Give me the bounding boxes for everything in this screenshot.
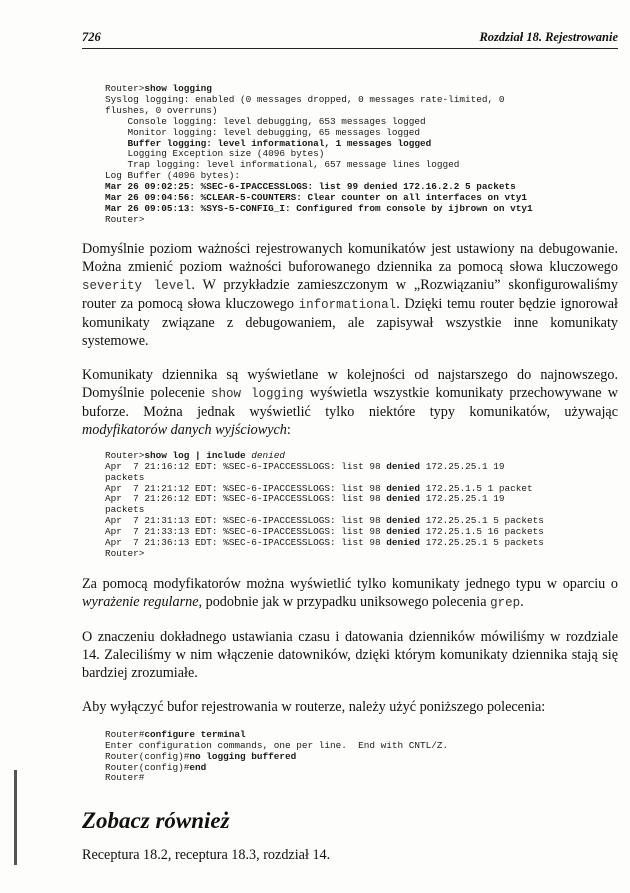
text-run: . W przykładzie zamieszczonym w „Rozwiązaniu” skonfigurowaliśmy router za pomocą słowa kluczowego [82,276,618,312]
text-run: Router# [105,772,145,784]
paragraph-severity [82,240,618,350]
bold-text: no logging buffered [189,750,297,762]
text-run: 172.25.25.1 5 packets [420,515,544,527]
code-line [105,549,618,560]
bold-text: configure terminal [144,728,246,740]
text-run: Za pomocą modyfikatorów można wyświetlić tylko komunikaty jednego typu w oparciu o [82,575,618,592]
code-line [105,215,618,226]
code-line [105,763,618,774]
bold-text: Buffer logging: level informational, 1 messages logged [105,137,432,149]
code-line [105,204,618,215]
bold-text: denied [386,515,421,527]
text-run: Syslog logging: enabled (0 messages dropped, 0 messages rate-limited, 0 [105,93,505,105]
bold-text: Mar 26 09:05:13: %SYS-5-CONFIG_I: Configured from console by ijbrown on vty1 [105,202,533,214]
chapter-title: Rozdział 18. Rejestrowanie [479,30,618,44]
paragraph-see-also: Receptura 18.2, receptura 18.3, rozdział 14. [82,847,331,864]
paragraph-disable-buffer [82,698,618,716]
paragraph-regex [82,575,618,612]
running-header [82,30,618,49]
text-run: Router(config)# [105,761,190,773]
text-run: wyświetla wszystkie komunikaty przechowywane w buforze. Można jednak wyświetlić tylko niektóre typy komunikatów, używając [82,384,618,420]
code-block-show-logging [82,84,618,226]
code-term: informational [298,297,397,312]
text-run: packets [105,504,145,516]
scan-edge-mark [14,770,17,865]
text-run: Log Buffer (4096 bytes): [105,170,241,182]
text-run: Komunikaty dziennika są wyświetlane w kolejności od najstarszego do najnowszego. Domyślnie polecenie [82,366,618,401]
text-run: 172.25.25.1 19 [420,460,505,472]
code-line [105,538,618,549]
bold-text: show logging [144,83,212,94]
text-run: Trap logging: level informational, 657 message lines logged [105,159,460,171]
text-run: , podobnie jak w przypadku uniksowego polecenia [198,593,491,610]
text-run: Router(config)# [105,750,190,762]
text-run: O znaczeniu dokładnego ustawiania czasu i datowania dzienników mówiliśmy w rozdziale 14. Zaleciliśmy w nim włączenie datowników, dzięki którym komunikaty dziennika stają się bardziej zrozumiałe. [82,628,618,681]
paragraph-timestamps [82,628,618,682]
bold-text: Mar 26 09:04:56: %CLEAR-5-COUNTERS: Clear counter on all interfaces on vty1 [105,192,527,204]
code-term: show logging [210,386,304,401]
text-run: Router> [105,83,145,94]
section-heading-see-also: Zobacz również [82,808,230,834]
code-term: grep [490,595,521,610]
bold-text: denied [386,526,421,538]
italic-text: denied [251,449,286,461]
book-page [82,30,618,864]
text-run: flushes, 0 overruns) [105,104,218,116]
italic-text: wyrażenie regularne [82,593,199,610]
bold-text: denied [386,537,421,549]
bold-text: end [189,761,207,773]
text-run: Apr 7 21:21:12 EDT: %SEC-6-IPACCESSLOGS: list 98 [105,482,387,494]
code-block-show-log-include [82,451,618,560]
text-run: Router> [105,547,145,559]
text-run: Apr 7 21:36:13 EDT: %SEC-6-IPACCESSLOGS: list 98 [105,537,387,549]
text-run: Router# [105,728,145,740]
code-line [105,462,618,473]
text-run: Router> [105,213,145,225]
code-line [105,494,618,505]
code-term: severity level [82,278,192,293]
bold-text: denied [386,482,421,494]
code-line [105,773,618,784]
text-run: . Dzięki temu router będzie ignorował komunikaty związane z debugowaniem, ale zapisywał wszystkie inne komunikaty systemowe. [82,295,618,349]
bold-text: Mar 26 09:02:25: %SEC-6-IPACCESSLOGS: list 99 denied 172.16.2.2 5 packets [105,181,516,193]
text-run: . [520,593,524,610]
text-run: Enter configuration commands, one per line. End with CNTL/Z. [105,739,449,751]
bold-text: denied [386,493,421,505]
text-run: 172.25.1.5 1 packet [420,482,533,494]
text-run: 172.25.25.1 19 [420,493,505,505]
code-block-no-logging-buffered [82,730,618,785]
text-run: 172.25.25.1 5 packets [420,537,544,549]
text-run: 172.25.1.5 16 packets [420,526,544,538]
text-run: Apr 7 21:16:12 EDT: %SEC-6-IPACCESSLOGS: list 98 [105,460,387,472]
text-run: Logging Exception size (4096 bytes) [105,148,325,160]
text-run: : [286,421,291,438]
text-run: Apr 7 21:33:13 EDT: %SEC-6-IPACCESSLOGS: list 98 [105,526,387,538]
paragraph-modifiers [82,366,618,439]
italic-text: modyfikatorów danych wyjściowych [82,421,287,438]
text-run: Router> [105,449,145,461]
text-run: Apr 7 21:31:13 EDT: %SEC-6-IPACCESSLOGS: list 98 [105,515,387,527]
text-run: Console logging: level debugging, 653 messages logged [105,115,426,127]
text-run: packets [105,471,145,483]
page-number: 726 [82,30,101,44]
text-run: Monitor logging: level debugging, 65 messages logged [105,126,421,138]
text-run: Aby wyłączyć bufor rejestrowania w routerze, należy użyć poniższego polecenia: [82,698,546,715]
text-run: Apr 7 21:26:12 EDT: %SEC-6-IPACCESSLOGS: list 98 [105,493,387,505]
text-run: Domyślnie poziom ważności rejestrowanych komunikatów jest ustawiony na debugowanie. Można zmienić poziom ważności buforowanego dziennika za pomocą słowa kluczowego [82,240,618,275]
bold-text: denied [386,460,421,472]
bold-text: show log | include [144,449,252,461]
